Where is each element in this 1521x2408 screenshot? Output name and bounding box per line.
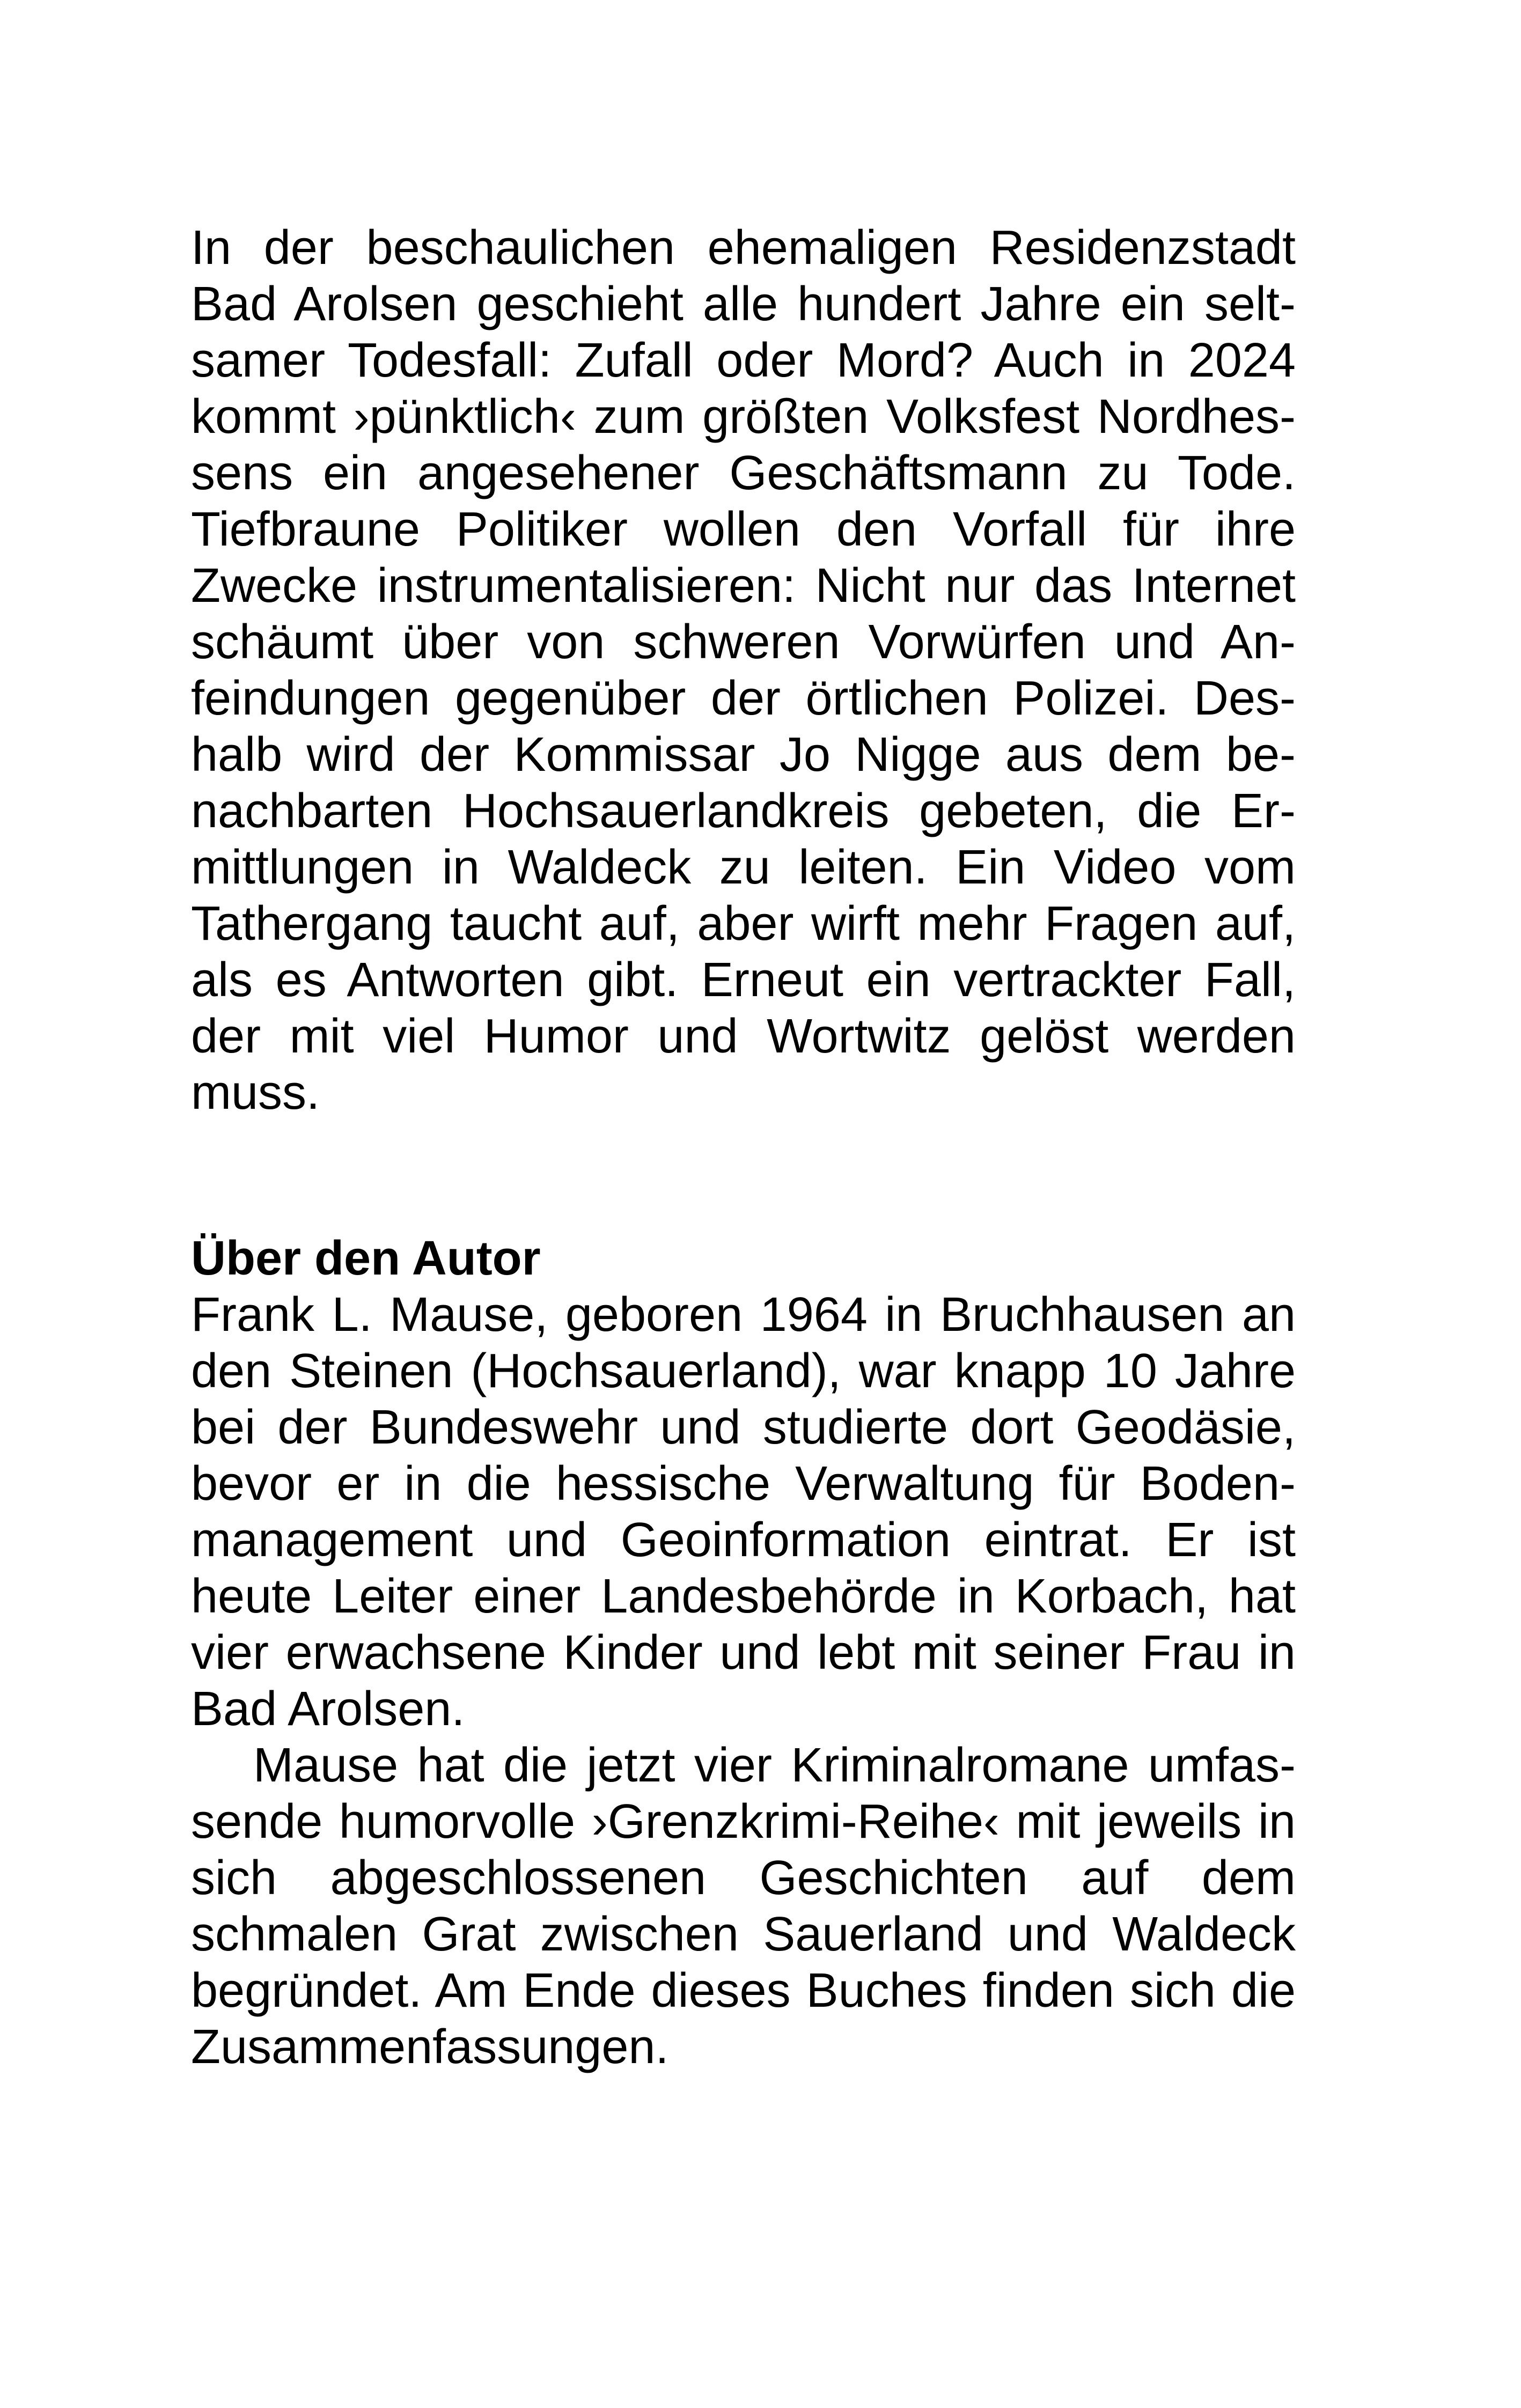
author-heading: Über den Autor <box>191 1232 541 1285</box>
series-paragraph: Mause hat die jetzt vier Kriminalromane umfassende humorvolle ›Grenzkrimi-Reihe‹ mit jeweils in sich abgeschlossenen Geschichten auf dem schmalen Grat zwischen Sauerland und Waldeck begründet. Am Ende dieses Buches finden sich die Zusammenfassungen. <box>191 1739 1296 2074</box>
blurb-paragraph: In der beschaulichen ehemaligen Residenzstadt Bad Arolsen geschieht alle hundert Jahre ein seltsamer Todesfall: Zufall oder Mord? Auch in 2024 kommt ›pünktlich‹ zum größten Volksfest Nordhessens ein angesehener Geschäftsmann zu Tode. Tiefbraune Politiker wollen den Vorfall für ihre Zwecke instrumentalisieren: Nicht nur das Internet schäumt über von schweren Vorwürfen und Anfeindungen gegenüber der örtlichen Polizei. Deshalb wird der Kommissar Jo Nigge aus dem benachbarten Hochsauerlandkreis gebeten, die Ermittlungen in Waldeck zu leiten. Ein Video vom Tathergang taucht auf, aber wirft mehr Fragen auf, als es Antworten gibt. Erneut ein vertrackter Fall, der mit viel Humor und Wortwitz gelöst werden muss. <box>191 221 1296 1120</box>
book-page <box>191 220 1296 2075</box>
author-bio-paragraph: Frank L. Mause, geboren 1964 in Bruchhausen an den Steinen (Hochsauerland), war knapp 10 Jahre bei der Bundeswehr und studierte dort Geodäsie, bevor er in die hessische Verwaltung für Bodenmanagement und Geoinformation eintrat. Er ist heute Leiter einer Landesbehörde in Korbach, hat vier erwachsene Kinder und lebt mit seiner Frau in Bad Arolsen. <box>191 1288 1296 1736</box>
